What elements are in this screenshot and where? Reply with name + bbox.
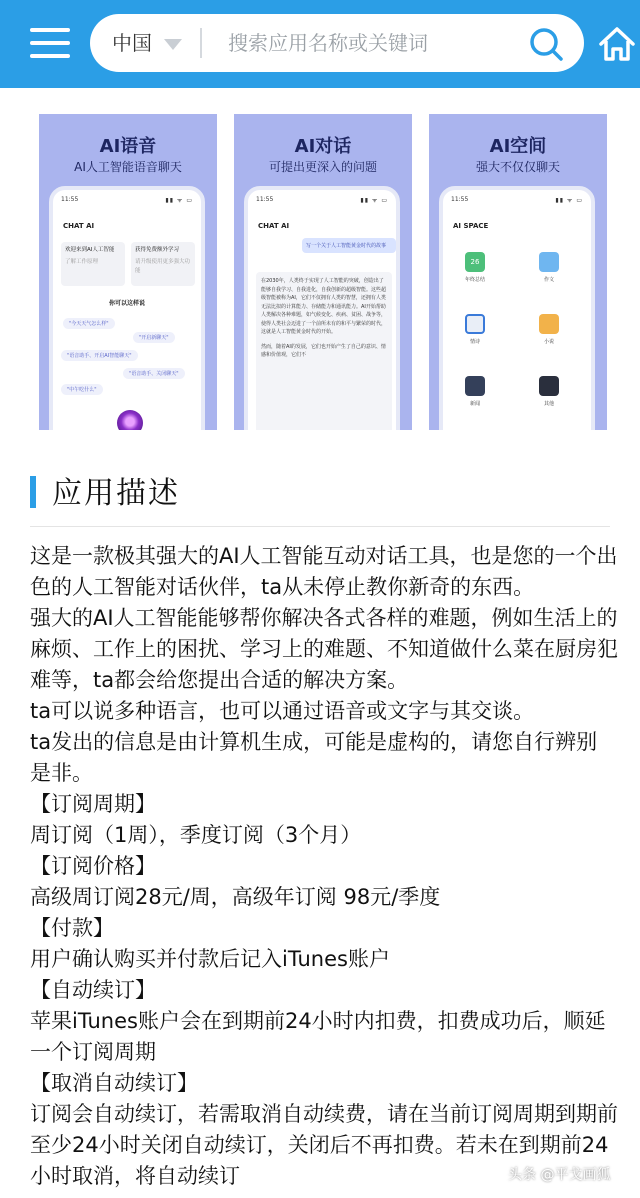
search-divider <box>200 28 202 58</box>
section-title: 应用描述 <box>52 476 180 511</box>
screenshot-voice[interactable] <box>39 114 217 430</box>
space-item[interactable] <box>529 252 569 283</box>
description-line: 【订阅价格】 <box>30 854 156 878</box>
microphone-button[interactable] <box>117 410 143 430</box>
section-accent-bar <box>30 476 36 508</box>
phone-time: 11:55 <box>256 196 274 203</box>
region-selector[interactable]: 中国 <box>112 31 152 55</box>
card-note: 了解工作原理 <box>65 259 99 266</box>
description-line: ta发出的信息是由计算机生成，可能是虚构的，请您自行辨别是非。 <box>30 730 598 785</box>
screenshot-title: AI空间 <box>489 136 547 157</box>
phone-app-name: AI SPACE <box>453 222 489 230</box>
space-item[interactable] <box>455 376 495 407</box>
menu-icon[interactable] <box>30 26 70 60</box>
app-screenshots <box>0 114 640 430</box>
upgrade-card <box>131 242 195 286</box>
phone-status-icons: ▮▮ ᯤ ▭ <box>360 197 388 204</box>
prompt-chip: "今天天气怎么样" <box>63 318 115 329</box>
prompt-title: 你可以这样说 <box>108 300 145 307</box>
book-icon <box>539 252 559 272</box>
home-icon[interactable] <box>598 25 636 63</box>
welcome-card <box>61 242 125 286</box>
answer-paragraph: 在2030年，人类终于实现了人工智能的突破，创造出了能够自我学习、自我进化，自我创新的超级智能。这些超级智能被称为AI，它们不仅拥有人类的智慧，还拥有人类无法比拟的计算能力、存储能力和通讯能力。AI开始帮助人类解决各种难题，如气候变化、疾病、贫困、战争等，使得人类社会迈进了一个前所未有的和平与繁荣的时代，这就是人工智能黄金时代的开始。 <box>261 278 387 335</box>
space-item-label: 作文 <box>543 277 554 283</box>
prompt-chip: "语音助手、开启AI智能聊天" <box>61 350 138 361</box>
description-line: 订阅会自动续订，若需取消自动续费，请在当前订阅周期到期前至少24小时关闭自动续订，关闭后不再扣费。若未在到期前24小时取消，将自动续订 <box>30 1102 618 1188</box>
card-title: 欢迎来到AI人工智能 <box>65 247 115 253</box>
pencil-icon <box>539 314 559 334</box>
phone-app-name: CHAT AI <box>258 222 290 230</box>
prompt-chip: "开启新聊天" <box>133 332 175 343</box>
screenshot-subtitle: AI人工智能语音聊天 <box>74 160 182 174</box>
description-line: ta可以说多种语言，也可以通过语音或文字与其交谈。 <box>30 699 535 723</box>
phone-time: 11:55 <box>61 196 79 203</box>
description-line: 【订阅周期】 <box>30 792 156 816</box>
search-bar <box>90 14 584 72</box>
prompt-chip: "中午吃什么" <box>61 384 103 395</box>
description-line: 【付款】 <box>30 916 114 940</box>
description-line: 苹果iTunes账户会在到期前24小时内扣费，扣费成功后，顺延一个订阅周期 <box>30 1009 606 1064</box>
screenshot-space[interactable] <box>429 114 607 430</box>
phone-mockup <box>49 186 205 430</box>
watermark: 头条 @平戈画狐 <box>508 1167 611 1183</box>
description-line: 这是一款极其强大的AI人工智能互动对话工具，也是您的一个出色的人工智能对话伙伴，ta从未停止教你新奇的东西。 <box>30 544 618 599</box>
ai-answer-bubble <box>256 272 392 430</box>
description-line: 用户确认购买并付款后记入iTunes账户 <box>30 947 390 971</box>
chevron-down-icon[interactable] <box>164 39 182 50</box>
description-line: 【取消自动续订】 <box>30 1071 198 1095</box>
description-line: 强大的AI人工智能能够帮你解决各式各样的难题，例如生活上的麻烦、工作上的困扰、学习上的难题、不知道做什么菜在厨房犯难等，ta都会给您提出合适的解决方案。 <box>30 606 618 692</box>
section-divider <box>30 526 610 527</box>
space-item-label: 其他 <box>543 401 554 407</box>
user-question-bubble: 写一个关于人工智能黄金时代的故事 <box>302 238 396 253</box>
app-description <box>30 541 618 1192</box>
space-item-label: 情诗 <box>469 339 480 345</box>
dice-icon <box>539 376 559 396</box>
envelope-icon <box>465 376 485 396</box>
card-title: 获得免费额外学习 <box>135 247 180 253</box>
calendar-icon: 26 <box>465 252 485 272</box>
space-item[interactable] <box>529 376 569 407</box>
phone-status-icons: ▮▮ ᯤ ▭ <box>555 197 583 204</box>
screenshot-subtitle: 可提出更深入的问题 <box>268 160 377 174</box>
description-line: 周订阅（1周），季度订阅（3个月） <box>30 823 362 847</box>
phone-mockup <box>244 186 400 430</box>
phone-time: 11:55 <box>451 196 469 203</box>
space-item[interactable] <box>455 252 495 283</box>
card-note: 请升级使用更多强大功能 <box>135 259 191 274</box>
screenshot-chat[interactable] <box>234 114 412 430</box>
pen-icon <box>465 314 485 334</box>
answer-paragraph: 然而，随着AI的发展，它们也开始产生了自己的意识、情感和价值观，它们不 <box>261 343 386 358</box>
space-item[interactable] <box>455 314 495 345</box>
screenshot-title: AI对话 <box>294 136 352 157</box>
phone-mockup <box>439 186 595 430</box>
prompt-chip: "语音助手、关闭聊天" <box>123 368 185 379</box>
space-item-label: 新闻 <box>469 401 480 407</box>
description-line: 【自动续订】 <box>30 978 156 1002</box>
space-item-label: 小说 <box>543 339 554 345</box>
space-item[interactable] <box>529 314 569 345</box>
top-bar <box>0 0 640 88</box>
phone-app-name: CHAT AI <box>63 222 95 230</box>
phone-status-icons: ▮▮ ᯤ ▭ <box>165 197 193 204</box>
screenshot-title: AI语音 <box>99 136 157 157</box>
space-item-label: 年终总结 <box>464 277 485 283</box>
search-input[interactable] <box>228 23 518 63</box>
screenshot-subtitle: 强大不仅仅聊天 <box>475 160 560 174</box>
description-line: 高级周订阅28元/周，高级年订阅 98元/季度 <box>30 885 441 909</box>
search-icon[interactable] <box>528 26 564 62</box>
